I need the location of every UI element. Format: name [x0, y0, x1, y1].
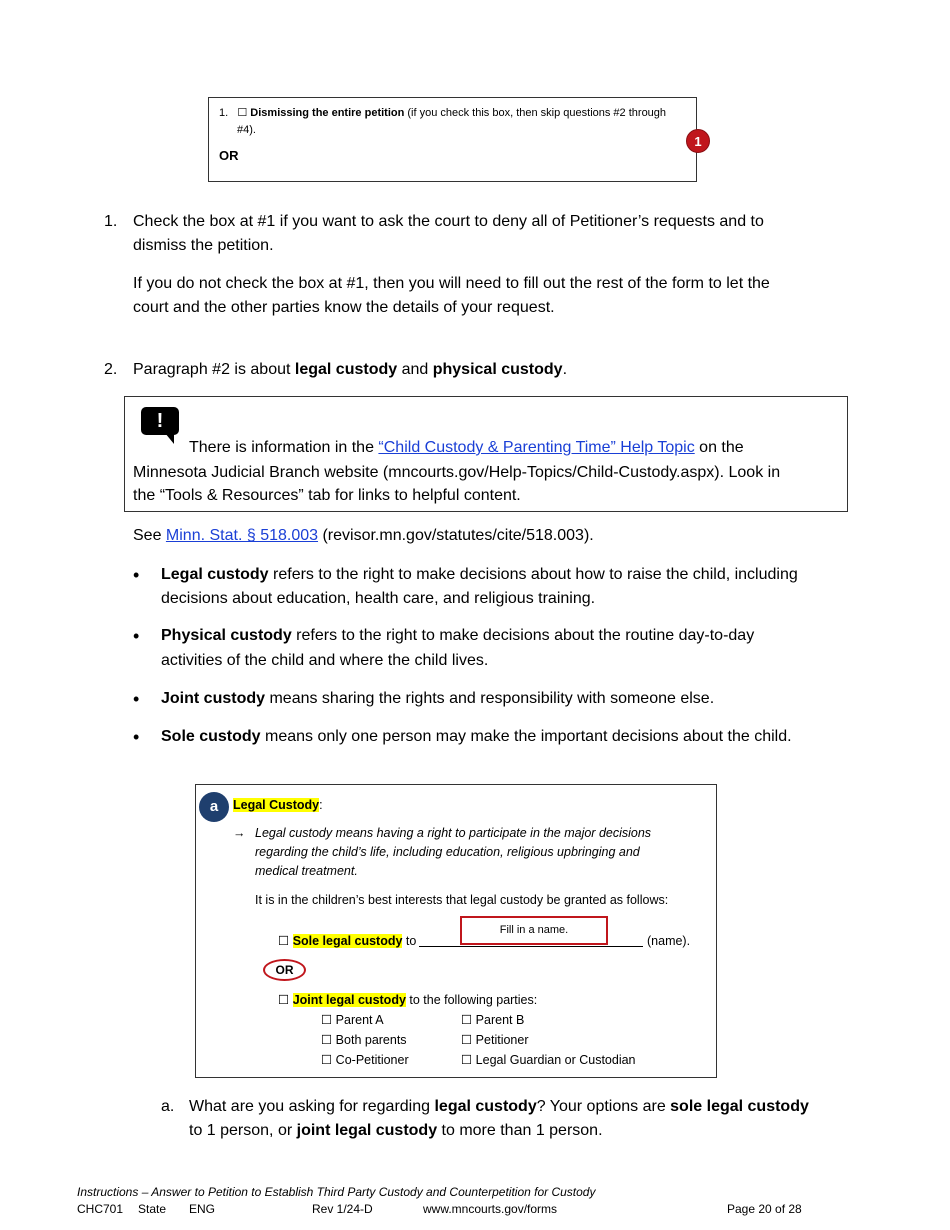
callout-badge-1: 1: [686, 129, 710, 153]
option-co-petitioner: ☐ Co-Petitioner: [321, 1053, 409, 1067]
sub-a-term1: legal custody: [434, 1098, 537, 1115]
alert-icon: !: [141, 407, 179, 435]
fill-name-hint: Fill in a name.: [460, 916, 608, 945]
help-topic-link[interactable]: “Child Custody & Parenting Time” Help Topic: [378, 439, 695, 456]
physical-custody-term: physical custody: [432, 361, 563, 378]
option-legal-guardian: ☐ Legal Guardian or Custodian: [461, 1053, 636, 1067]
sub-a-line2-pre: to 1 person, or: [189, 1122, 297, 1139]
item-2-text: [133, 358, 567, 382]
form-item-number: 1.: [219, 107, 229, 119]
bullet-text: means only one person may make the important decisions about the child.: [260, 728, 792, 745]
sub-item-a-line1: [189, 1095, 809, 1119]
joint-rest: to the following parties:: [405, 993, 538, 1007]
bullet-marker: •: [133, 565, 140, 585]
bullet-marker: •: [133, 727, 140, 747]
bullet-sole-custody: [161, 725, 792, 749]
name-label: (name).: [647, 934, 691, 948]
sub-a-pre: What are you asking for regarding: [189, 1098, 435, 1115]
callout-pre: There is information in the: [189, 439, 379, 456]
bullet-term: Sole custody: [161, 728, 261, 745]
bullet-marker: •: [133, 689, 140, 709]
bullet-marker: •: [133, 626, 140, 646]
see-post: (revisor.mn.gov/statutes/cite/518.003).: [318, 527, 594, 544]
item-2-pre: Paragraph #2 is about: [133, 361, 295, 378]
sole-to: to: [402, 934, 417, 948]
definition-line3: medical treatment.: [255, 864, 358, 878]
sole-custody-option: [278, 932, 416, 951]
arrow-icon: →: [233, 826, 246, 840]
option-parent-b: ☐ Parent B: [461, 1013, 525, 1027]
bullet-text-cont: activities of the child and where the child lives.: [161, 652, 489, 669]
statute-link[interactable]: Minn. Stat. § 518.003: [165, 527, 319, 544]
footer-title: Instructions – Answer to Petition to Establish Third Party Custody and Counterpetition for Custody: [77, 1185, 596, 1199]
item-1-number: 1.: [104, 213, 118, 230]
legal-custody-heading: Legal Custody: [233, 798, 320, 812]
item-2-post: .: [562, 361, 568, 378]
callout-post: on the: [694, 439, 744, 456]
dismiss-note-cont: #4).: [237, 124, 256, 136]
see-pre: See: [133, 527, 166, 544]
form2-intro: It is in the children’s best interests that legal custody be granted as follows:: [255, 893, 669, 907]
checkbox-icon: ☐: [278, 993, 293, 1007]
bullet-text: means sharing the rights and responsibility with someone else.: [265, 690, 715, 707]
footer-state: State: [138, 1202, 167, 1216]
bullet-text-cont: decisions about education, health care, and religious training.: [161, 590, 596, 607]
definition-line1: Legal custody means having a right to participate in the major decisions: [255, 826, 652, 840]
sub-item-a-line2: [189, 1119, 603, 1143]
option-parent-a: ☐ Parent A: [321, 1013, 384, 1027]
bullet-term: Legal custody: [161, 566, 269, 583]
checkbox-icon: ☐: [237, 107, 248, 119]
callout-line2: Minnesota Judicial Branch website (mncourts.gov/Help-Topics/Child-Custody.aspx). Look in: [133, 464, 781, 481]
bullet-term: Physical custody: [161, 627, 292, 644]
statute-reference: [133, 524, 594, 548]
sub-a-term3: joint legal custody: [296, 1122, 438, 1139]
sub-a-line2-post: to more than 1 person.: [437, 1122, 603, 1139]
callout-badge-a: a: [199, 792, 229, 822]
dismiss-label: Dismissing the entire petition: [250, 107, 405, 119]
sub-a-mid: ? Your options are: [536, 1098, 671, 1115]
or-circled: OR: [263, 959, 306, 981]
checkbox-icon: ☐: [278, 934, 293, 948]
item-1-para2: If you do not check the box at #1, then you will need to fill out the rest of the form to let the: [133, 275, 770, 292]
definition-line2: regarding the child’s life, including education, religious upbringing and: [255, 845, 640, 859]
form-excerpt-line1: [219, 105, 666, 121]
item-1-para2-cont: court and the other parties know the details of your request.: [133, 299, 555, 316]
name-blank-line: [419, 946, 643, 947]
bullet-physical-custody: [161, 624, 754, 648]
callout-line3: the “Tools & Resources” tab for links to helpful content.: [133, 487, 521, 504]
sub-a-term2: sole legal custody: [670, 1098, 809, 1115]
sub-item-a-letter: a.: [161, 1098, 175, 1115]
bullet-term: Joint custody: [161, 690, 266, 707]
option-petitioner: ☐ Petitioner: [461, 1033, 529, 1047]
bullet-legal-custody: [161, 563, 798, 587]
item-1-text-cont: dismiss the petition.: [133, 237, 274, 254]
callout-line1: [189, 436, 744, 460]
bullet-text: refers to the right to make decisions about how to raise the child, including: [268, 566, 798, 583]
footer-url: www.mncourts.gov/forms: [423, 1202, 558, 1216]
title-colon: :: [319, 798, 323, 812]
footer-page-number: Page 20 of 28: [727, 1202, 802, 1216]
item-1-text: Check the box at #1 if you want to ask the court to deny all of Petitioner’s requests and to: [133, 213, 764, 230]
form2-title: [233, 796, 323, 815]
joint-custody-label: Joint legal custody: [292, 993, 406, 1007]
item-2-mid: and: [397, 361, 433, 378]
footer-revision: Rev 1/24-D: [312, 1202, 373, 1216]
bullet-text: refers to the right to make decisions about the routine day-to-day: [291, 627, 755, 644]
joint-custody-option: [278, 991, 537, 1010]
dismiss-note: (if you check this box, then skip questions #2 through: [404, 107, 667, 119]
legal-custody-term: legal custody: [294, 361, 398, 378]
form-or-label: OR: [219, 148, 239, 163]
alert-icon-tail: [165, 433, 174, 444]
sole-custody-label: Sole legal custody: [292, 934, 403, 948]
option-both-parents: ☐ Both parents: [321, 1033, 407, 1047]
item-2-number: 2.: [104, 361, 118, 378]
bullet-joint-custody: [161, 687, 714, 711]
footer-form-code: CHC701: [77, 1202, 124, 1216]
footer-language: ENG: [189, 1202, 216, 1216]
